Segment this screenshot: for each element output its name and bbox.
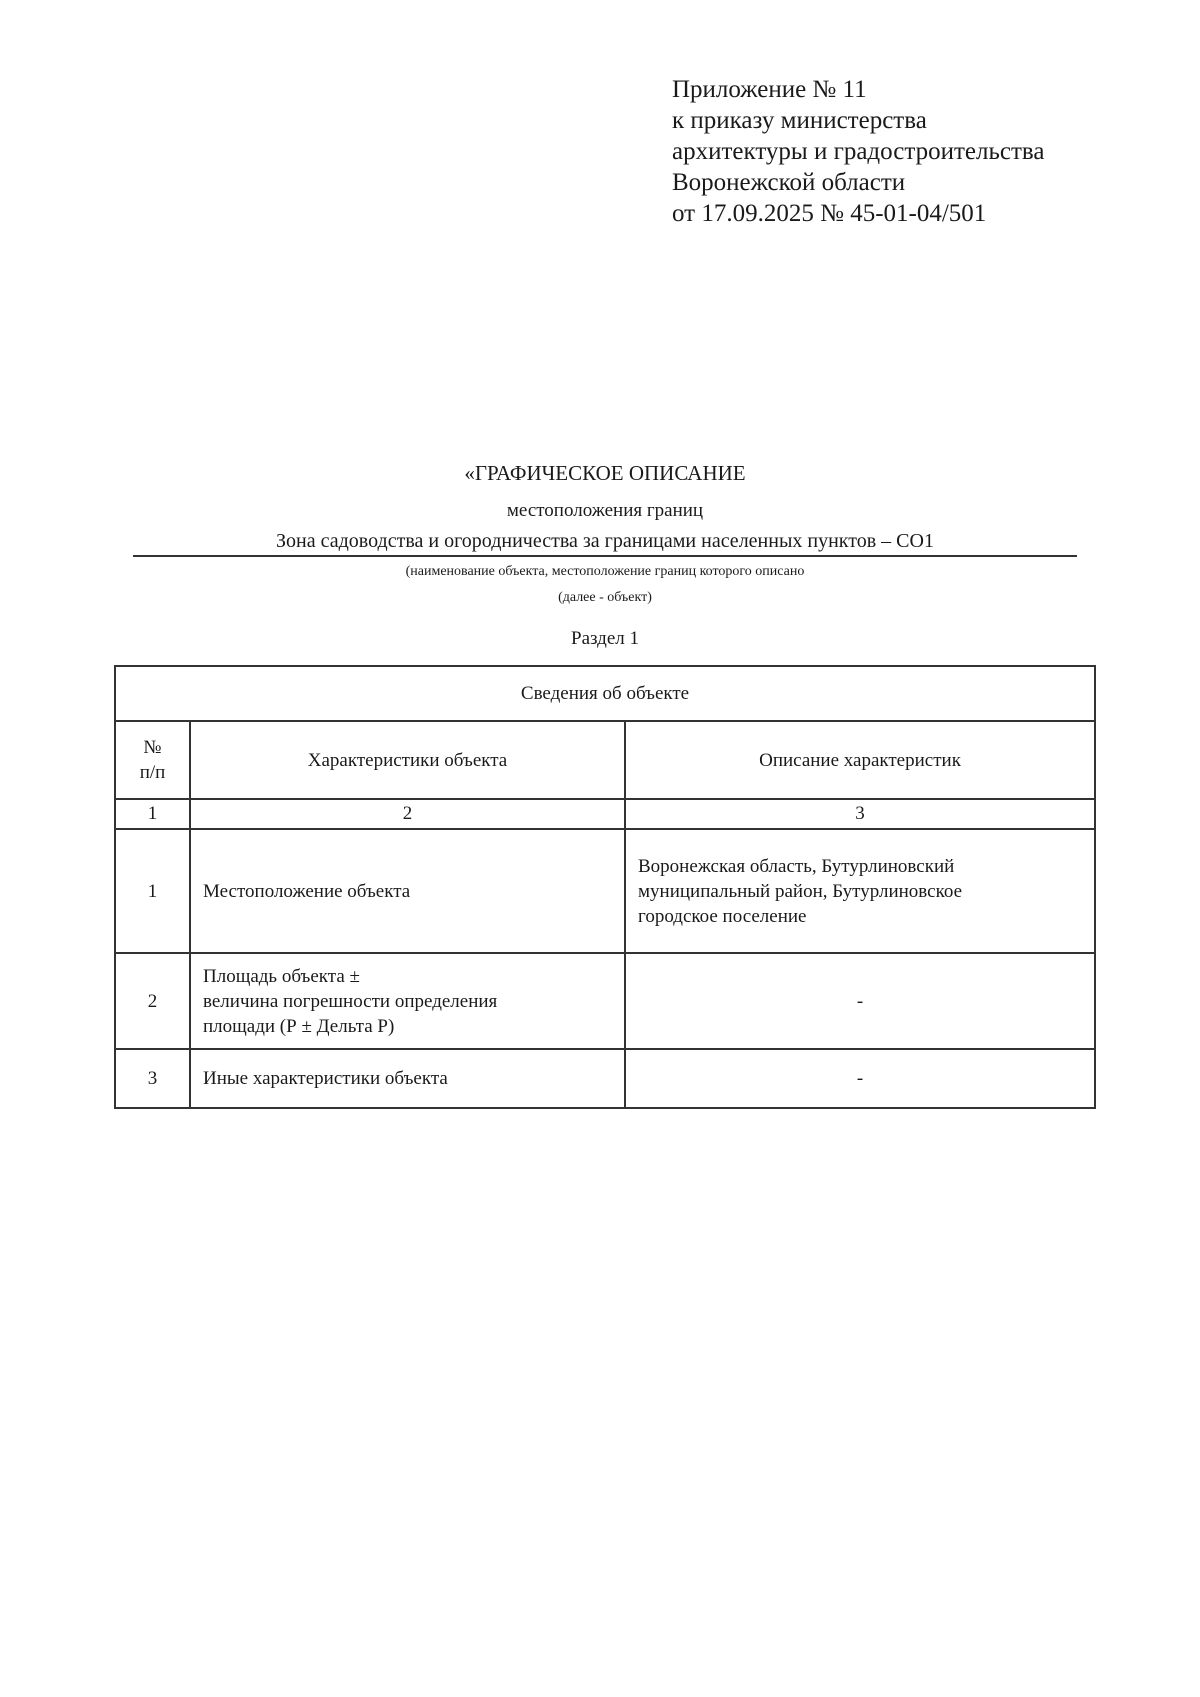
column-number: 3	[625, 799, 1095, 829]
row-characteristic-line: Иные характеристики объекта	[203, 1068, 448, 1089]
row-description	[625, 953, 1095, 1049]
table-header-row	[115, 721, 1095, 799]
table-row	[115, 829, 1095, 953]
object-name-caption-continued: (далее - объект)	[558, 590, 652, 605]
appendix-line: Воронежской области	[672, 169, 906, 196]
object-info-table	[114, 665, 1096, 1109]
document-title: «ГРАФИЧЕСКОЕ ОПИСАНИЕ	[464, 461, 746, 485]
column-number: 2	[190, 799, 625, 829]
column-number: 1	[115, 799, 190, 829]
table-row	[115, 1049, 1095, 1108]
object-name-caption: (наименование объекта, местоположение границ которого описано	[405, 564, 805, 579]
column-header-number-line: п/п	[139, 762, 166, 783]
column-header-number-line: №	[143, 737, 162, 758]
column-header-characteristic: Характеристики объекта	[190, 721, 625, 799]
row-characteristic	[190, 829, 625, 953]
appendix-line: от 17.09.2025 № 45-01-04/501	[672, 200, 987, 227]
row-number: 3	[115, 1049, 190, 1108]
row-description-line: городское поселение	[638, 905, 807, 927]
object-name: Зона садоводства и огородничества за границами населенных пунктов – СО1	[133, 528, 1077, 557]
row-characteristic	[190, 953, 625, 1049]
column-header-description: Описание характеристик	[625, 721, 1095, 799]
appendix-line: к приказу министерства	[672, 107, 927, 134]
row-description-line: -	[856, 990, 864, 1012]
row-description	[625, 829, 1095, 953]
appendix-header	[672, 74, 1044, 229]
row-description-line: -	[856, 1068, 864, 1089]
table-caption-row	[115, 666, 1095, 721]
row-characteristic	[190, 1049, 625, 1108]
row-characteristic-line: величина погрешности определения	[203, 990, 498, 1012]
row-description-line: Воронежская область, Бутурлиновский	[638, 855, 955, 877]
row-characteristic-line: площади (Р ± Дельта Р)	[203, 1015, 395, 1037]
row-description-line: муниципальный район, Бутурлиновское	[638, 880, 963, 902]
row-description	[625, 1049, 1095, 1108]
row-number: 2	[115, 953, 190, 1049]
column-number-row	[115, 799, 1095, 829]
appendix-line: Приложение № 11	[672, 76, 867, 103]
table-caption: Сведения об объекте	[115, 666, 1095, 721]
table-row	[115, 953, 1095, 1049]
section-heading: Раздел 1	[571, 628, 639, 649]
column-header-number	[115, 721, 190, 799]
row-number: 1	[115, 829, 190, 953]
appendix-line: архитектуры и градостроительства	[672, 138, 1045, 165]
row-characteristic-line: Местоположение объекта	[203, 880, 411, 902]
document-subtitle: местоположения границ	[506, 500, 704, 521]
row-characteristic-line: Площадь объекта ±	[203, 965, 360, 987]
